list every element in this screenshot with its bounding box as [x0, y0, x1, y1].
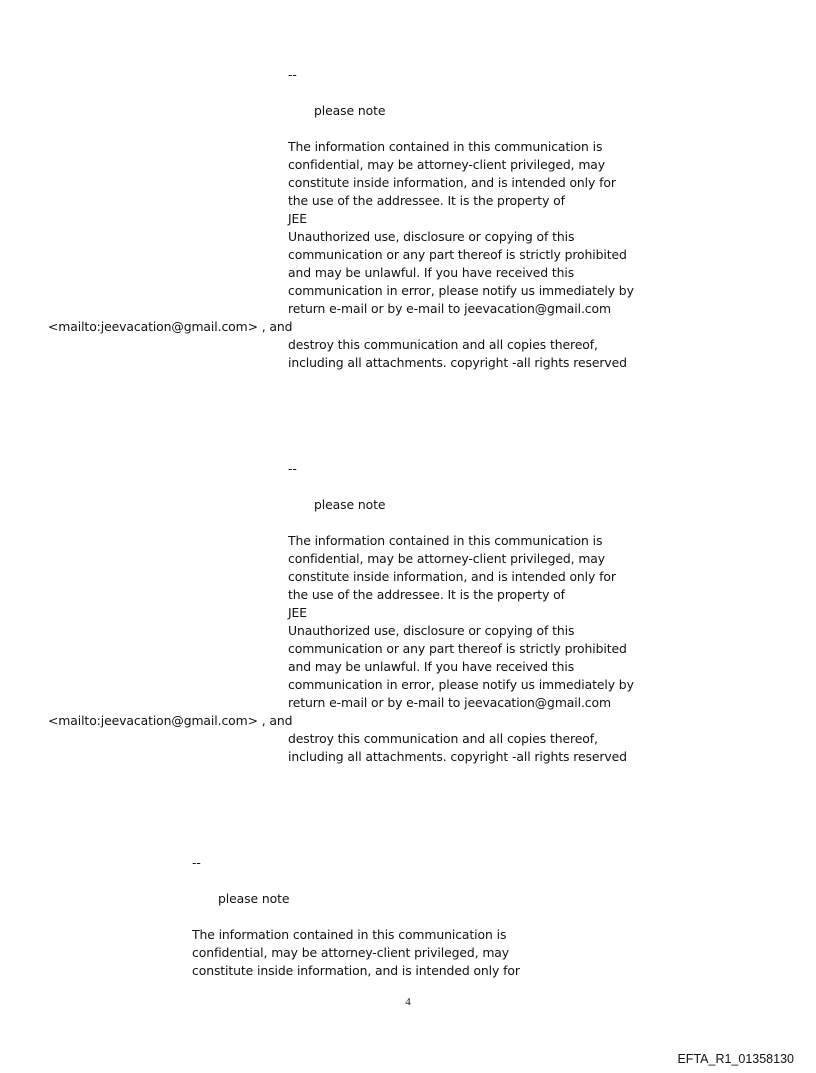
disclaimer-line: destroy this communication and all copies thereof, [288, 337, 598, 352]
disclaimer-line: Unauthorized use, disclosure or copying of this [288, 623, 575, 638]
disclaimer-line: confidential, may be attorney-client privileged, may [192, 945, 510, 960]
disclaimer-line: including all attachments. copyright -all rights reserved [288, 355, 627, 370]
disclaimer-line: confidential, may be attorney-client privileged, may [288, 551, 606, 566]
disclaimer-line: the use of the addressee. It is the property of [288, 193, 565, 208]
disclaimer-line: constitute inside information, and is intended only for [288, 569, 616, 584]
disclaimer-line: JEE [288, 211, 308, 226]
note-heading: please note [314, 103, 386, 118]
separator: -- [288, 461, 297, 476]
disclaimer-line: and may be unlawful. If you have received this [288, 265, 575, 280]
note-heading: please note [218, 891, 290, 906]
disclaimer-line: destroy this communication and all copies thereof, [288, 731, 598, 746]
disclaimer-line: Unauthorized use, disclosure or copying of this [288, 229, 575, 244]
disclaimer-line: communication or any part thereof is strictly prohibited [288, 247, 627, 262]
page-number: 4 [405, 996, 411, 1008]
bates-stamp: EFTA_R1_01358130 [677, 1052, 794, 1066]
disclaimer-line: return e-mail or by e-mail to jeevacation@gmail.com [288, 301, 611, 316]
disclaimer-line: including all attachments. copyright -all rights reserved [288, 749, 627, 764]
mailto-link[interactable]: <mailto:jeevacation@gmail.com> , and [48, 713, 293, 728]
disclaimer-line: JEE [288, 605, 308, 620]
disclaimer-line: The information contained in this communication is [288, 139, 603, 154]
disclaimer-line: communication or any part thereof is strictly prohibited [288, 641, 627, 656]
disclaimer-line: constitute inside information, and is intended only for [192, 963, 520, 978]
disclaimer-line: the use of the addressee. It is the property of [288, 587, 565, 602]
note-heading: please note [314, 497, 386, 512]
disclaimer-line: confidential, may be attorney-client privileged, may [288, 157, 606, 172]
disclaimer-line: The information contained in this communication is [288, 533, 603, 548]
separator: -- [288, 67, 297, 82]
disclaimer-line: communication in error, please notify us immediately by [288, 283, 634, 298]
disclaimer-line: constitute inside information, and is intended only for [288, 175, 616, 190]
separator: -- [192, 855, 201, 870]
disclaimer-line: and may be unlawful. If you have received this [288, 659, 575, 674]
mailto-link[interactable]: <mailto:jeevacation@gmail.com> , and [48, 319, 293, 334]
disclaimer-line: The information contained in this communication is [192, 927, 507, 942]
disclaimer-line: communication in error, please notify us immediately by [288, 677, 634, 692]
disclaimer-line: return e-mail or by e-mail to jeevacation@gmail.com [288, 695, 611, 710]
